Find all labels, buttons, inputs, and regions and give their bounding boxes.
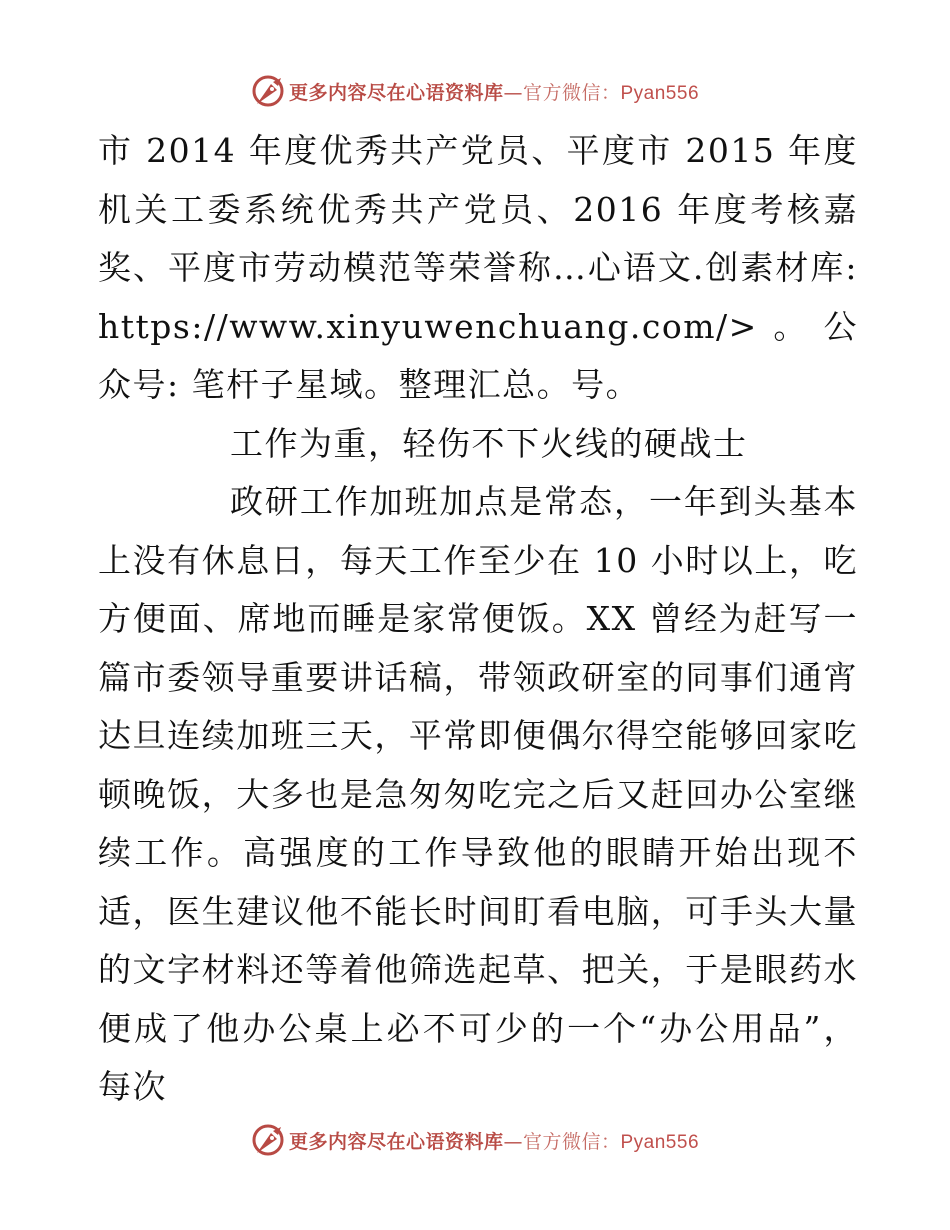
banner-wechat-id: Pyan556 bbox=[620, 82, 700, 104]
banner-site-name: 更多内容尽在心语资料库 bbox=[288, 1130, 504, 1153]
pen-nib-logo-icon bbox=[251, 74, 285, 108]
banner-wechat-label: 官方微信： bbox=[522, 1130, 621, 1153]
banner-site-name: 更多内容尽在心语资料库 bbox=[288, 81, 504, 104]
banner-separator: — bbox=[503, 1130, 523, 1153]
banner-wechat-label: 官方微信： bbox=[522, 81, 621, 104]
header-watermark-banner bbox=[0, 71, 950, 111]
banner-wechat-id: Pyan556 bbox=[620, 1131, 700, 1153]
pen-nib-logo-icon bbox=[251, 1123, 285, 1157]
banner-separator: — bbox=[503, 81, 523, 104]
footer-watermark-banner bbox=[0, 1120, 950, 1160]
section-title: 工作为重，轻伤不下火线的硬战士 bbox=[230, 423, 748, 463]
body-paragraph: 政研工作加班加点是常态，一年到头基本上没有休息日，每天工作至少在 10 小时以上，吃方便面、席地而睡是家常便饭。XX 曾经为赶写一篇市委领导重要讲话稿，带领政研室的同事们通宵达旦连续加班三天，平常即便偶尔得空能够回家吃顿晚饭，大多也是急匆匆吃完之后又赶回办公室继续工作。高强度的工作导致他的眼睛开始出现不适，医生建议他不能长时间盯看电脑，可手头大量的文字材料还等着他筛选起草、把关，于是眼药水便成了他办公桌上必不可少的一个“办公用品”，每次 bbox=[98, 482, 858, 1106]
intro-paragraph: 市 2014 年度优秀共产党员、平度市 2015 年度机关工委系统优秀共产党员、2016 年度考核嘉奖、平度市劳动模范等荣誉称…心语文.创素材库: https://www.xinyuwenchuang.com/>。公众号: 笔杆子星域。整理汇总。号。 bbox=[98, 131, 858, 404]
document-body bbox=[98, 122, 858, 1117]
